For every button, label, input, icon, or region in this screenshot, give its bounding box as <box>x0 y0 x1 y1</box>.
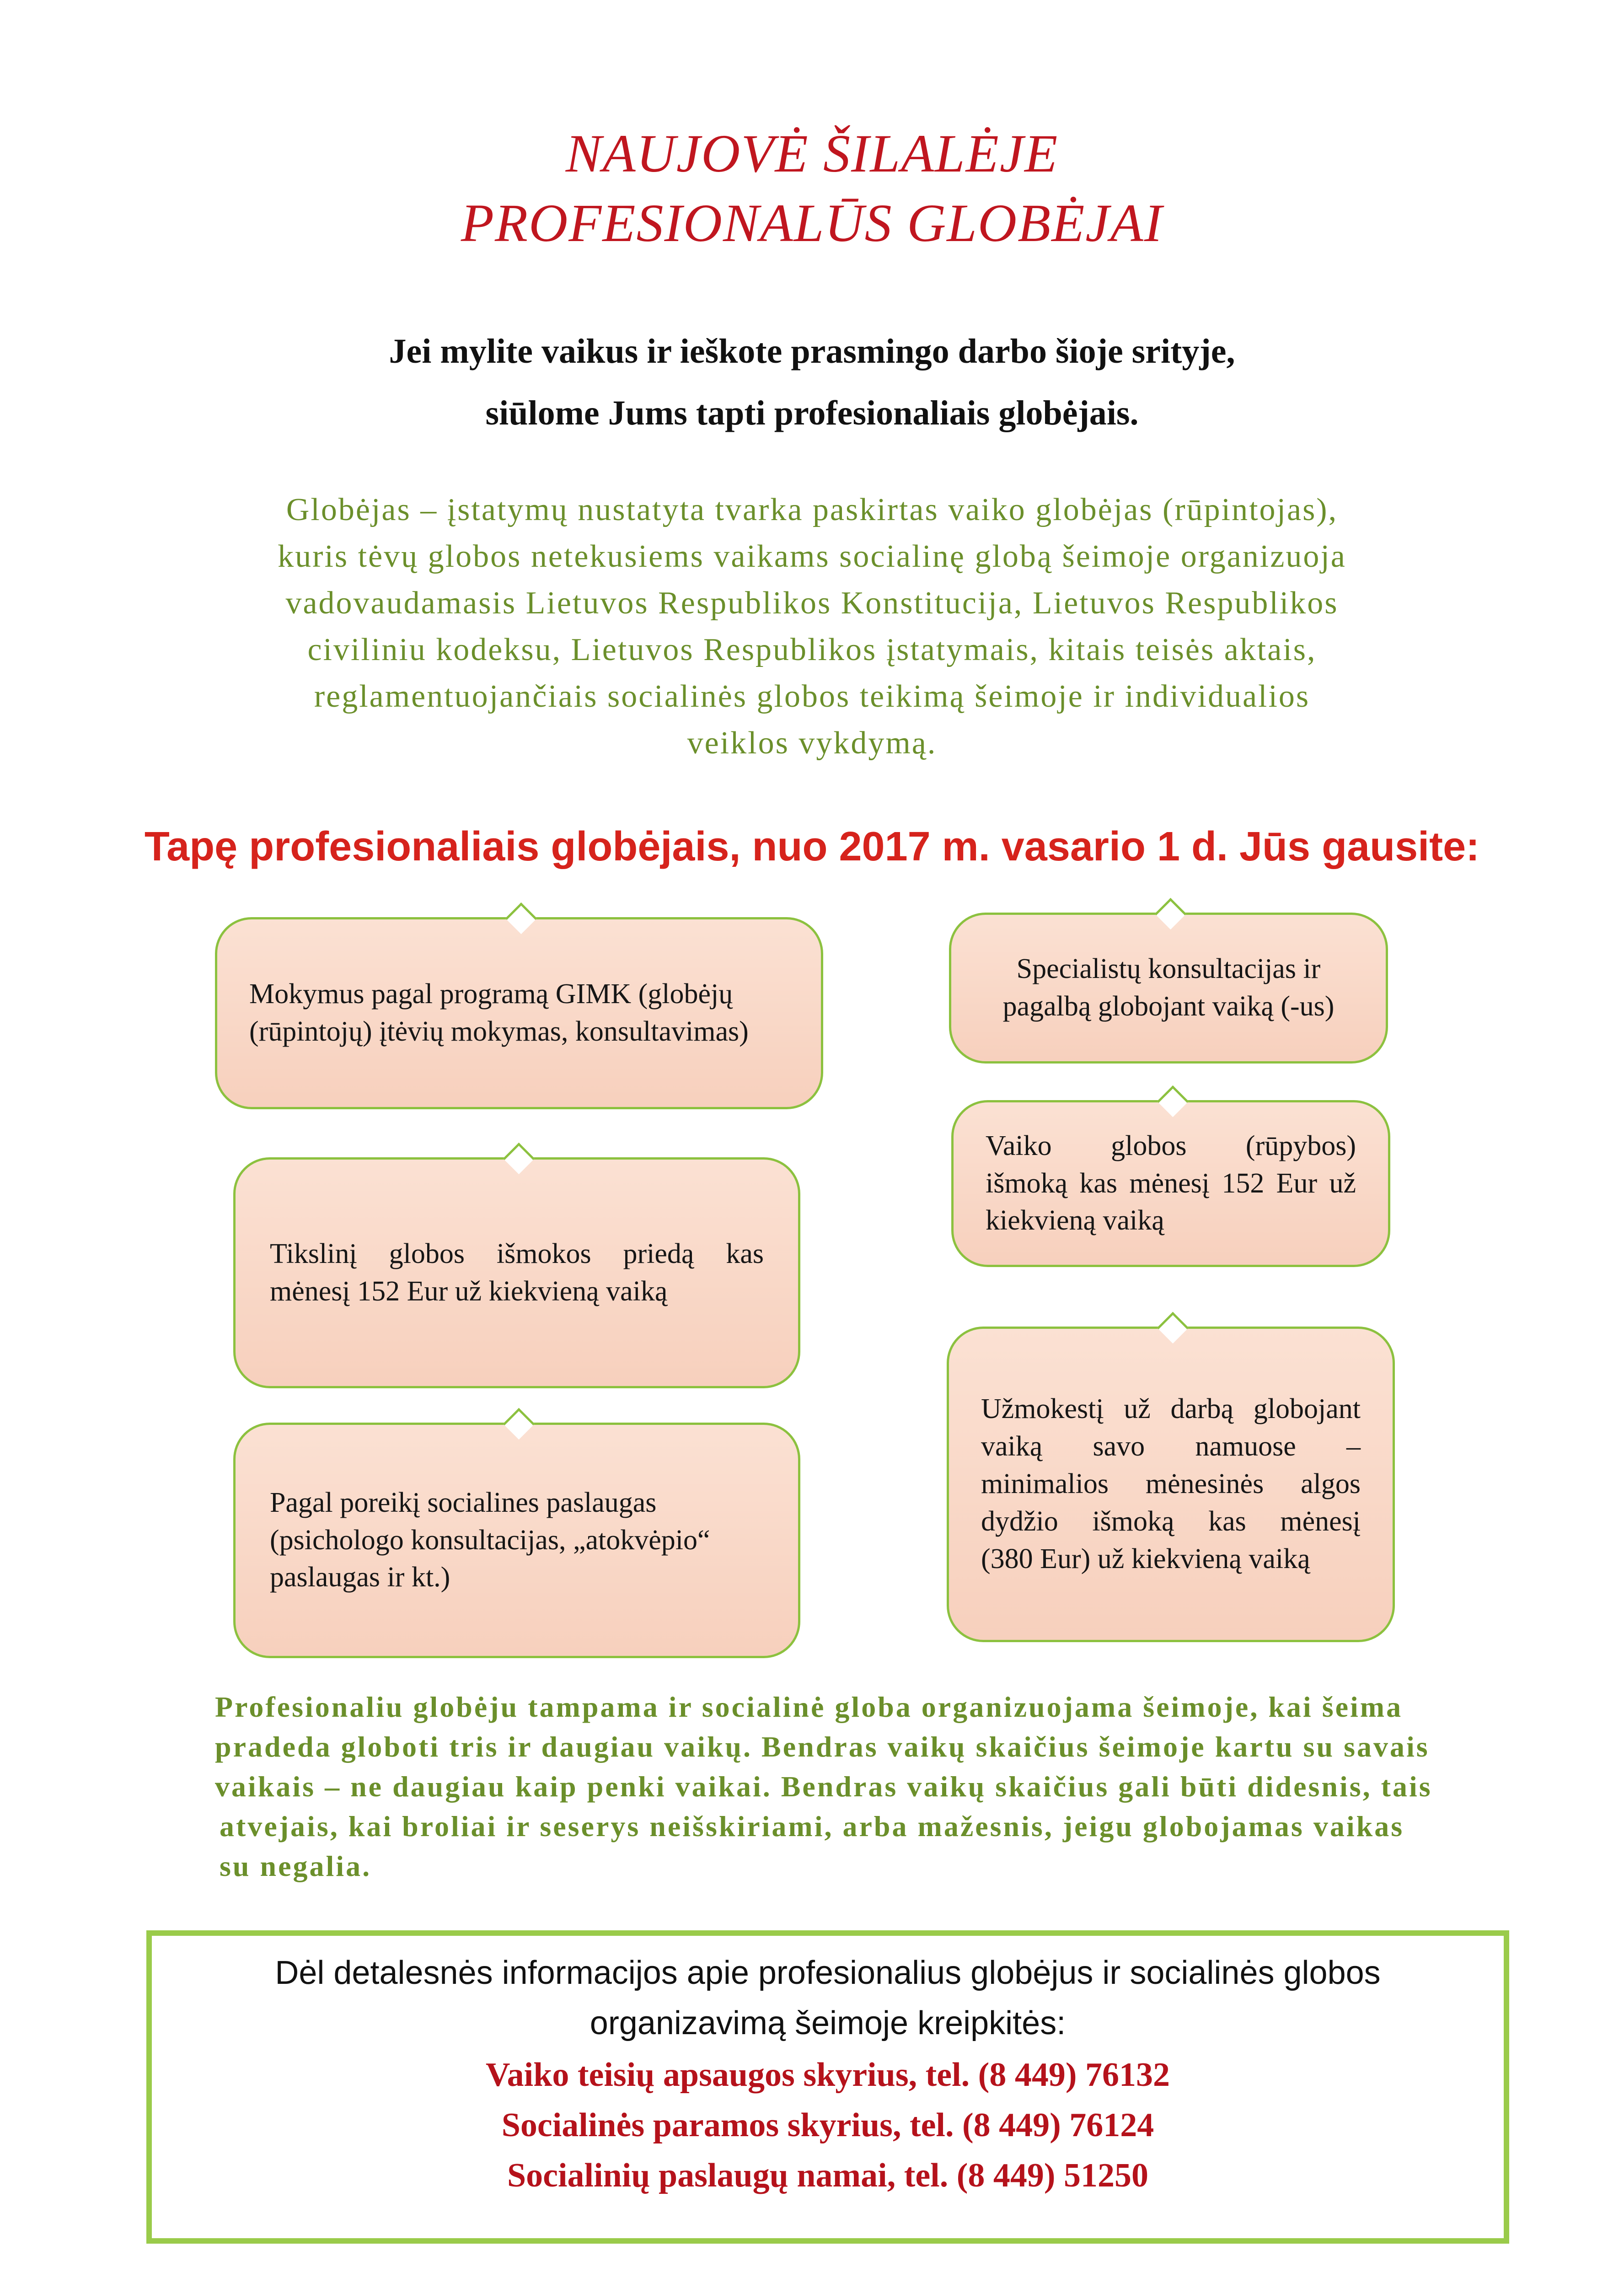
benefit-box-salary <box>947 1327 1395 1642</box>
benefit-box-specialist-consultations <box>949 913 1388 1064</box>
benefit-box-care-allowance <box>951 1100 1390 1267</box>
definition-line: veiklos vykdymą. <box>687 725 937 761</box>
benefit-box-text: pagalbą globojant vaiką (-us) <box>1002 991 1335 1022</box>
benefit-box-text: Vaiko globos (rūpybos) <box>986 1130 1356 1161</box>
benefit-box-text: Tikslinį globos išmokos priedą kas <box>270 1238 764 1269</box>
benefit-box-text: (380 Eur) už kiekvieną vaiką <box>981 1543 1310 1574</box>
benefit-box-text: dydžio išmoką kas mėnesį <box>981 1505 1361 1537</box>
benefit-box-text: Užmokestį už darbą globojant <box>981 1393 1361 1425</box>
benefit-box-text: minimalios mėnesinės algos <box>981 1468 1361 1500</box>
benefit-box-allowance-supplement <box>233 1157 800 1388</box>
benefit-box-text: Pagal poreikį socialines paslaugas <box>270 1487 657 1518</box>
intro-line-1: Jei mylite vaikus ir ieškote prasmingo darbo šioje srityje, <box>389 332 1235 371</box>
info-line: organizavimą šeimoje kreipkitės: <box>590 2005 1066 2041</box>
box-notch-decoration <box>1157 1312 1189 1343</box>
benefit-box-text: išmoką kas mėnesį 152 Eur už <box>986 1167 1356 1199</box>
definition-line: Globėjas – įstatymų nustatyta tvarka paskirtas vaiko globėjas (rūpintojas), <box>286 492 1338 527</box>
note-line: Profesionaliu globėju tampama ir socialinė globa organizuojama šeimoje, kai šeima <box>215 1691 1403 1723</box>
box-notch-decoration <box>503 1408 535 1440</box>
benefit-box-text: (psichologo konsultacijas, „atokvėpio“ <box>270 1524 710 1556</box>
benefit-box-text: vaiką savo namuose – <box>981 1431 1361 1462</box>
contact-line: Socialinės paramos skyrius, tel. (8 449) 76124 <box>501 2106 1154 2144</box>
benefit-box-training <box>215 917 823 1109</box>
box-notch-decoration <box>503 1143 535 1174</box>
benefit-box-text: paslaugas ir kt.) <box>270 1562 450 1593</box>
benefit-box-text: Specialistų konsultacijas ir <box>1016 953 1321 985</box>
note-line: atvejais, kai broliai ir seserys neišskiriami, arba mažesnis, jeigu globojamas vaikas <box>220 1810 1404 1843</box>
benefit-box-text: (rūpintojų) įtėvių mokymas, konsultavimas) <box>249 1016 749 1047</box>
definition-line: reglamentuojančiais socialinės globos teikimą šeimoje ir individualios <box>314 679 1310 714</box>
contact-line: Socialinių paslaugų namai, tel. (8 449) 51250 <box>507 2157 1149 2194</box>
benefit-box-social-services <box>233 1423 800 1658</box>
info-line: Dėl detalesnės informacijos apie profesionalius globėjus ir socialinės globos <box>275 1955 1381 1991</box>
page-title-line-2: PROFESIONALŪS GLOBĖJAI <box>461 193 1163 253</box>
definition-line: civiliniu kodeksu, Lietuvos Respublikos įstatymais, kitais teisės aktais, <box>307 632 1317 667</box>
benefit-box-text: kiekvieną vaiką <box>986 1205 1164 1236</box>
page-title-line-1: NAUJOVĖ ŠILALĖJE <box>565 124 1059 183</box>
note-line: pradeda globoti tris ir daugiau vaikų. Bendras vaikų skaičius šeimoje kartu su savais <box>215 1730 1430 1763</box>
definition-line: kuris tėvų globos netekusiems vaikams socialinę globą šeimoje organizuoja <box>278 539 1346 574</box>
note-line: vaikais – ne daugiau kaip penki vaikai. Bendras vaikų skaičius gali būti didesnis, tais <box>215 1770 1432 1803</box>
contact-info-box <box>146 1930 1509 2244</box>
intro-line-2: siūlome Jums tapti profesionaliais globėjais. <box>485 394 1139 432</box>
definition-line: vadovaudamasis Lietuvos Respublikos Konstitucija, Lietuvos Respublikos <box>285 586 1339 621</box>
box-notch-decoration <box>1155 898 1186 929</box>
benefit-box-text: Mokymus pagal programą GIMK (globėjų <box>249 978 733 1010</box>
box-notch-decoration <box>505 902 537 934</box>
box-notch-decoration <box>1157 1085 1189 1117</box>
benefit-box-text: mėnesį 152 Eur už kiekvieną vaiką <box>270 1275 668 1307</box>
note-line: su negalia. <box>220 1850 372 1882</box>
benefits-heading: Tapę profesionaliais globėjais, nuo 2017 m. vasario 1 d. Jūs gausite: <box>144 824 1480 870</box>
contact-line: Vaiko teisių apsaugos skyrius, tel. (8 449) 76132 <box>486 2056 1170 2094</box>
